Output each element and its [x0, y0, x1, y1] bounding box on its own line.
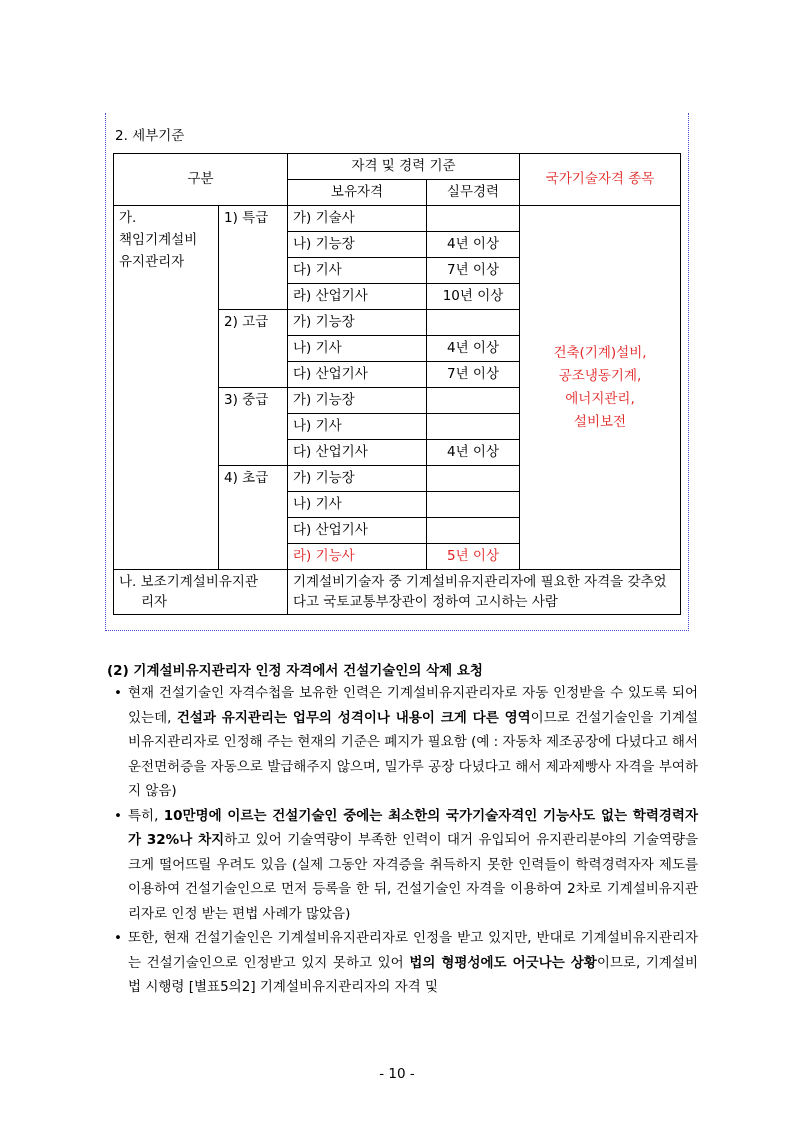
- holding-qualification: 나) 기사: [288, 492, 427, 518]
- experience-requirement: 7년 이상: [427, 362, 520, 388]
- header-experience: 실무경력: [427, 180, 520, 206]
- bullet-symbol: •: [114, 685, 122, 701]
- national-qualification-list: 건축(기계)설비, 공조냉동기계, 에너지관리, 설비보전: [520, 206, 681, 570]
- experience-requirement: [427, 310, 520, 336]
- qualification-table: [113, 153, 681, 615]
- group-b-label-line1: 나. 보조기계설비유지관: [119, 574, 258, 590]
- bullet-item: [112, 804, 698, 927]
- page-number: - 10 -: [379, 1066, 415, 1082]
- bullet-emphasis: 법의 형평성에도 어긋나는 상황: [409, 954, 597, 971]
- experience-requirement: [427, 518, 520, 544]
- experience-requirement: [427, 466, 520, 492]
- holding-qualification: 다) 기사: [288, 258, 427, 284]
- experience-requirement: 10년 이상: [427, 284, 520, 310]
- bullet-text: 하고 있어 기술역량이 부족한 인력이 대거 유입되어 유지관리분야의 기술역량을 크게 떨어뜨릴 우려도 있음 (실제 그동안 자격증을 취득하지 못한 인력들이 학력경력자자 제도를 이용하여 건설기술인으로 먼저 등록을 한 뒤, 건설기술인 자격을 이용하여 2차로 기계설비유지관리자로 인정 받는 편법 사례가 많았음): [128, 832, 698, 922]
- holding-qualification: 라) 기능사: [288, 544, 427, 570]
- grade-label: 1) 특급: [219, 206, 288, 310]
- bullet-emphasis: 건설과 유지관리는 업무의 성격이나 내용이 크게 다른 영역: [176, 709, 531, 726]
- holding-qualification: 가) 기능장: [288, 388, 427, 414]
- grade-label: 2) 고급: [219, 310, 288, 388]
- experience-requirement: [427, 388, 520, 414]
- group-b-label: [114, 570, 288, 615]
- table-row: [114, 206, 681, 232]
- holding-qualification: 다) 산업기사: [288, 440, 427, 466]
- holding-qualification: 가) 기능장: [288, 310, 427, 336]
- experience-requirement: 7년 이상: [427, 258, 520, 284]
- header-holding: 보유자격: [288, 180, 427, 206]
- holding-qualification: 다) 산업기사: [288, 518, 427, 544]
- header-national-qualification: 국가기술자격 종목: [520, 154, 681, 206]
- bullet-symbol: •: [114, 930, 122, 946]
- experience-requirement: [427, 492, 520, 518]
- grade-label: 4) 초급: [219, 466, 288, 570]
- holding-qualification: 가) 기술사: [288, 206, 427, 232]
- experience-requirement: 4년 이상: [427, 232, 520, 258]
- section-heading: (2) 기계설비유지관리자 인정 자격에서 건설기술인의 삭제 요청: [107, 663, 483, 679]
- bullet-text: 특히,: [128, 807, 164, 824]
- holding-qualification: 다) 산업기사: [288, 362, 427, 388]
- group-a-label: 가. 책임기계설비 유지관리자: [114, 206, 219, 570]
- bullet-text: 이므로 건설기술인을 기계설비유지관리자로 인정해 주는 현재의 기준은 폐지가 필요함 (예 : 자동차 제조공장에 다녔다고 해서 운전면허증을 자동으로 발급해주지 않으며, 밀가루 공장 다녔다고 해서 제과제빵사 자격을 부여하지 않음): [128, 709, 698, 799]
- bullet-item: [112, 681, 698, 804]
- experience-requirement: [427, 414, 520, 440]
- experience-requirement: 5년 이상: [427, 544, 520, 570]
- experience-requirement: [427, 206, 520, 232]
- bullet-text: 또한, 현재 건설기술인은 기계설비유지관리자로 인정을 받고 있지만, 반대로 기계설비유지관리자는 건설기술인으로 인정받고 있지 못하고 있어: [128, 930, 698, 971]
- group-b-label-line2: 리자: [141, 594, 168, 610]
- bullet-list: [112, 681, 698, 1000]
- experience-requirement: 4년 이상: [427, 336, 520, 362]
- table-row: [114, 570, 681, 615]
- group-b-description: 기계설비기술자 중 기계설비유지관리자에 필요한 자격을 갖추었다고 국토교통부장관이 정하여 고시하는 사람: [288, 570, 681, 615]
- experience-requirement: 4년 이상: [427, 440, 520, 466]
- bullet-text: 현재 건설기술인 자격수첩을 보유한 인력은 기계설비유지관리자로 자동 인정받을 수 있도록 되어 있는데,: [128, 685, 698, 726]
- holding-qualification: 나) 기사: [288, 336, 427, 362]
- holding-qualification: 나) 기사: [288, 414, 427, 440]
- section-title: 2. 세부기준: [115, 128, 185, 144]
- grade-label: 3) 중급: [219, 388, 288, 466]
- bullet-text: 이므로, 기계설비법 시행령 [별표5의2] 기계설비유지관리자의 자격 및: [128, 954, 699, 995]
- bullet-item: [112, 926, 698, 1000]
- holding-qualification: 나) 기능장: [288, 232, 427, 258]
- header-gubun: 구분: [114, 154, 288, 206]
- header-criteria: 자격 및 경력 기준: [288, 154, 520, 180]
- bullet-emphasis: 10만명에 이르는 건설기술인 중에는 최소한의 국가기술자격인 기능사도 없는 학력경력자가 32%나 차지: [128, 807, 698, 848]
- holding-qualification: 가) 기능장: [288, 466, 427, 492]
- holding-qualification: 라) 산업기사: [288, 284, 427, 310]
- bullet-symbol: •: [114, 807, 122, 824]
